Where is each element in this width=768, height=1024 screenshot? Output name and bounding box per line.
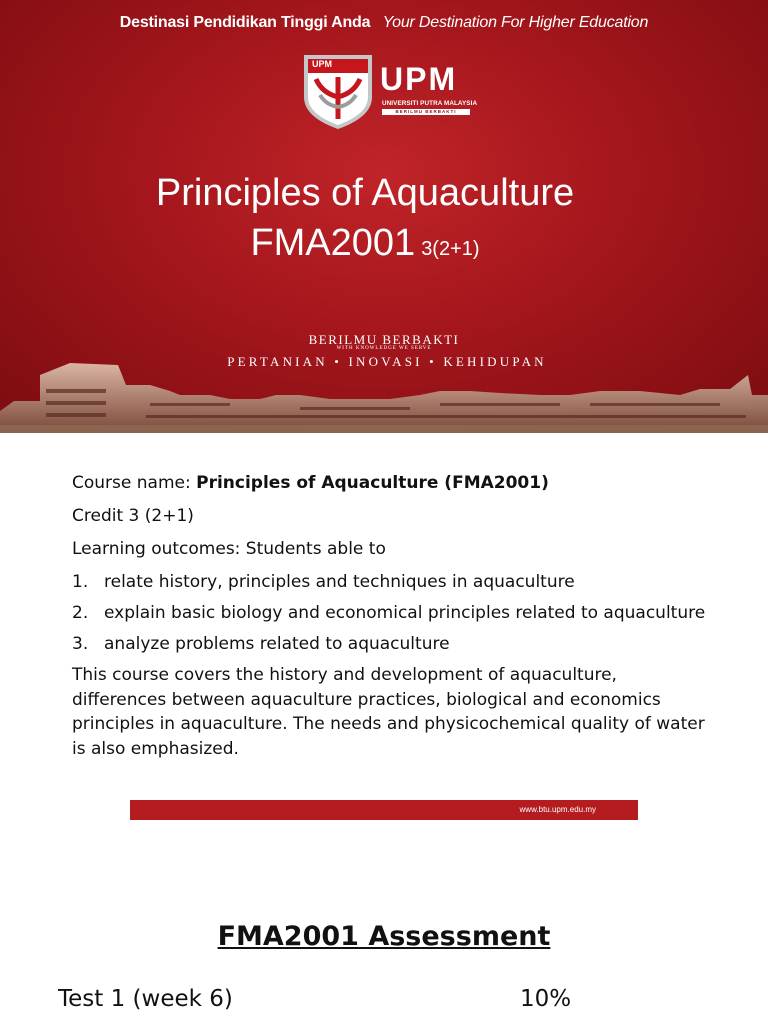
logo-motto: BERILMU BERBAKTI [382,109,470,115]
list-item-number: 3. [72,634,89,654]
footer-url: www.btu.upm.edu.my [519,805,596,814]
course-info-slide [0,433,768,843]
course-code-line [0,220,730,272]
tagline [0,14,768,32]
tagline-english: Your Destination For Higher Education [382,14,649,31]
campus-skyline-image [0,355,768,433]
list-item-text: relate history, principles and techniques in aquaculture [104,572,575,592]
slide-title: Principles of Aquaculture [155,172,575,214]
course-name-value: Principles of Aquaculture (FMA2001) [196,473,549,493]
credit-line: Credit 3 (2+1) [72,506,194,526]
logo-university-name: UNIVERSITI PUTRA MALAYSIA [382,100,478,107]
motto-subheading: WITH KNOWLEDGE WE SERVE [336,346,432,351]
course-name-label: Course name: [72,473,197,493]
list-item-number: 1. [72,572,89,592]
university-pillars: PERTANIAN • INOVASI • KEHIDUPAN [227,354,547,369]
list-item [72,601,712,625]
list-item-text: explain basic biology and economical principles related to aquaculture [104,603,706,623]
motto-heading: BERILMU BERBAKTI [308,332,460,347]
title-slide [0,0,768,433]
assessment-item-label: Test 1 (week 6) [58,986,233,1012]
course-info-body [72,471,712,761]
outcomes-intro: Learning outcomes: Students able to [72,539,386,559]
assessment-item-weight: 10% [520,986,572,1012]
logo-wordmark: UPM [380,61,458,97]
course-code: FMA2001 [250,222,416,264]
logo-badge-text: UPM [312,59,332,69]
course-description: This course covers the history and development of aquaculture, differences between aquaculture practices, biological and economics principles in aquaculture. The needs and physicochemical quality of water is also emphasized. [72,665,705,759]
course-credit: 3(2+1) [421,238,480,260]
tagline-malay: Destinasi Pendidikan Tinggi Anda [119,14,371,31]
assessment-slide [0,843,768,1024]
list-item-text: analyze problems related to aquaculture [104,634,450,654]
list-item [72,632,712,656]
upm-logo [302,53,478,133]
assessment-title: FMA2001 Assessment [217,921,551,952]
footer-bar [130,800,638,820]
course-name-line [72,471,712,495]
list-item [72,570,712,594]
list-item-number: 2. [72,603,89,623]
